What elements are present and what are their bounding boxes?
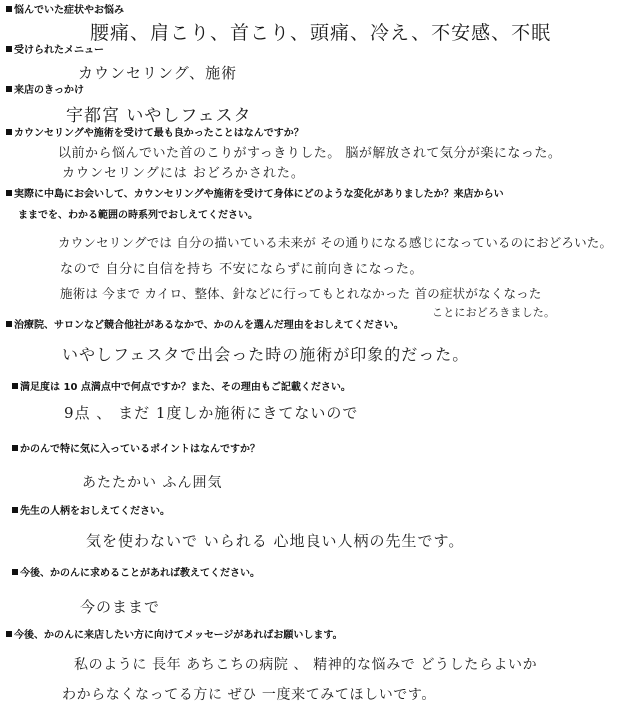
answer-message-line2: わからなくなってる方に ぜひ 一度来てみてほしいです。 xyxy=(62,687,436,703)
answer-menu: カウンセリング、施術 xyxy=(78,64,238,82)
question-changes-line1: 実際に中島にお会いして、カウンセリングや施術を受けて身体にどのような変化がありましたか？来店からい xyxy=(6,188,504,201)
question-favorite: かのんで特に気に入っているポイントはなんですか？ xyxy=(12,443,260,456)
question-changes-line2: ままでを、わかる範囲の時系列でおしえてください。 xyxy=(18,210,258,221)
question-menu: 受けられたメニュー xyxy=(6,44,104,57)
answer-changes-line2: なので 自分に自信を持ち 不安にならずに前向きになった。 xyxy=(60,262,424,277)
answer-reason: いやしフェスタで出会った時の施術が印象的だった。 xyxy=(62,345,470,364)
answer-changes-line4: ことにおどろきました。 xyxy=(432,306,556,319)
question-personality: 先生の人柄をおしえてください。 xyxy=(12,505,170,518)
question-best: カウンセリングや施術を受けて最も良かったことはなんですか？ xyxy=(6,127,304,140)
question-satisfaction: 満足度は 10 点満点中で何点ですか？また、その理由もご記載ください。 xyxy=(12,381,351,394)
question-trigger: 来店のきっかけ xyxy=(6,84,84,97)
answer-message-line1: 私のように 長年 あちこちの病院 、 精神的な悩みで どうしたらよいか xyxy=(74,657,538,673)
answer-symptoms: 腰痛、肩こり、首こり、頭痛、冷え、不安感、不眠 xyxy=(90,22,552,44)
question-reason: 治療院、サロンなど競合他社があるなかで、かのんを選んだ理由をおしえてください。 xyxy=(6,319,404,332)
question-message: 今後、かのんに来店したい方に向けてメッセージがあればお願いします。 xyxy=(6,629,343,642)
answer-best-line2: カウンセリングには おどろかされた。 xyxy=(62,166,305,181)
answer-request: 今のままで xyxy=(80,598,161,616)
answer-personality: 気を使わないで いられる 心地良い人柄の先生です。 xyxy=(86,532,465,550)
answer-trigger: 宇都宮 いやしフェスタ xyxy=(66,106,252,126)
answer-changes-line3: 施術は 今まで カイロ、整体、針などに行ってもとれなかった 首の症状がなくなった xyxy=(60,286,542,301)
answer-best-line1: 以前から悩んでいた首のこりがすっきりした。 脳が解放されて気分が楽になった。 xyxy=(58,146,562,161)
answer-changes-line1: カウンセリングでは 自分の描いている未来が その通りになる感じになっているのにおどろいた。 xyxy=(58,235,613,250)
question-symptoms: 悩んでいた症状やお悩み xyxy=(6,4,124,17)
question-request: 今後、かのんに求めることがあれば教えてください。 xyxy=(12,567,260,580)
answer-favorite: あたたかい ふん囲気 xyxy=(82,475,223,491)
answer-satisfaction: 9点 、 まだ 1度しか施術にきてないので xyxy=(64,404,359,422)
